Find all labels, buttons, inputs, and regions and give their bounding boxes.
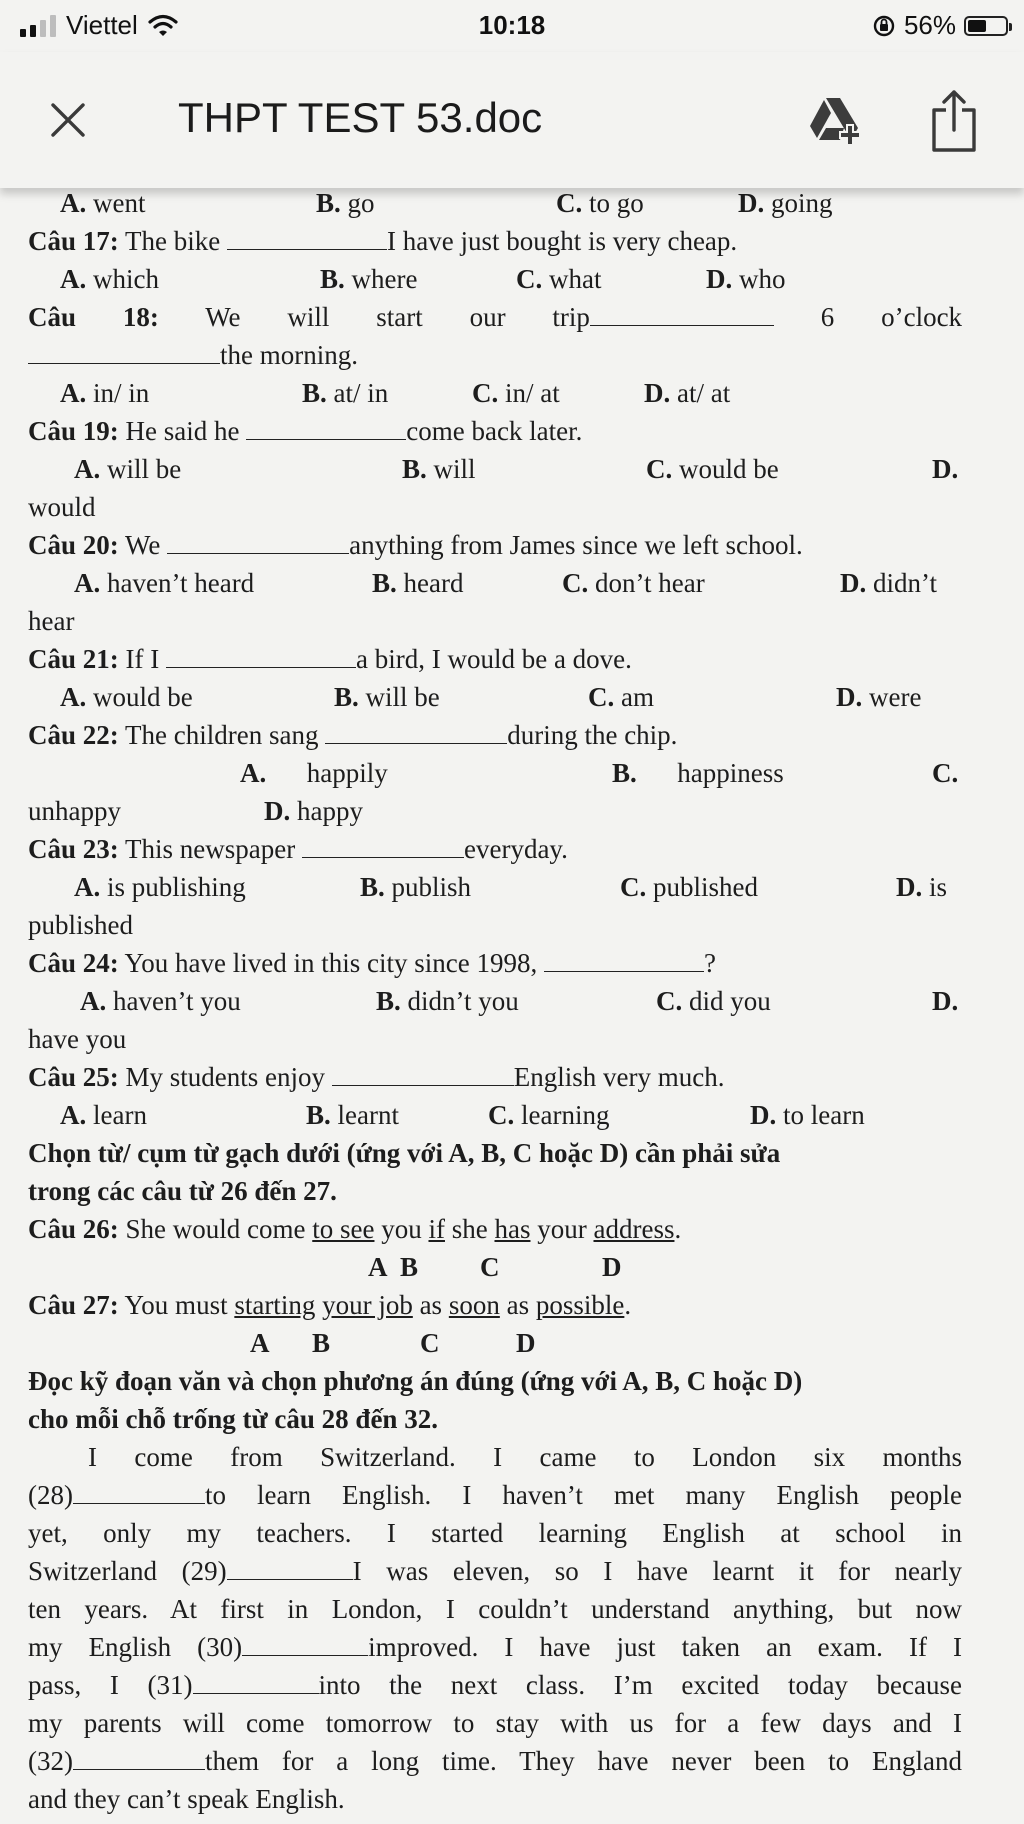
- q27-letter-a: A: [250, 1328, 270, 1358]
- q23-option-c: C. published: [620, 872, 758, 902]
- q26-letter-a: A: [368, 1252, 388, 1282]
- clock: 10:18: [478, 10, 546, 40]
- q20-stem: Câu 20: We anything from James since we left school.: [28, 526, 962, 564]
- drive-add-icon: [806, 92, 866, 152]
- passage-line-7: pass, I (31) into the next class. I’m excited today because: [28, 1666, 962, 1704]
- q22-option-a: A. happily: [240, 758, 388, 788]
- q16-option-c: C. to go: [556, 188, 644, 218]
- q24-option-d-cont: have you: [28, 1024, 127, 1054]
- status-right: [872, 10, 1008, 41]
- q18-option-a: A. in/ in: [60, 378, 150, 408]
- q20-options: [28, 564, 962, 602]
- passage-line-3: yet, only my teachers. I started learning English at school in: [28, 1518, 962, 1548]
- q17-options: [28, 260, 962, 298]
- q24-option-a: A. haven’t you: [80, 986, 241, 1016]
- q23-option-a: A. is publishing: [74, 872, 246, 902]
- battery-percent: 56%: [903, 10, 956, 40]
- q17-stem: Câu 17: The bike I have just bought is very cheap.: [28, 222, 962, 260]
- q23-option-d: D. is: [896, 872, 948, 902]
- q19-option-b: B. will: [402, 454, 476, 484]
- q21-options: [28, 678, 962, 716]
- q26-letter-b: B: [400, 1252, 419, 1282]
- q20-option-d: D. didn’t: [840, 568, 938, 598]
- q27-letter-b: B: [312, 1328, 331, 1358]
- q22-stem: Câu 22: The children sang during the chip.: [28, 716, 962, 754]
- q25-option-d: D. to learn: [750, 1100, 865, 1130]
- q24-option-b: B. didn’t you: [376, 986, 519, 1016]
- q23-stem: Câu 23: This newspaper everyday.: [28, 830, 962, 868]
- q20-option-d-cont: hear: [28, 606, 75, 636]
- q22-option-d: D. happy: [264, 796, 363, 826]
- q22-option-c-letter: C.: [932, 758, 959, 788]
- q19-option-d-cont: would: [28, 492, 96, 522]
- q21-option-c: C. am: [588, 682, 654, 712]
- q20-option-b: B. heard: [372, 568, 464, 598]
- q20-option-c: C. don’t hear: [562, 568, 705, 598]
- document-page[interactable]: [0, 188, 1024, 1824]
- q21-option-b: B. will be: [334, 682, 440, 712]
- q25-option-c: C. learning: [488, 1100, 610, 1130]
- q19-option-d-letter: D.: [932, 454, 959, 484]
- q17-option-d: D. who: [706, 264, 786, 294]
- q26-stem: Câu 26: She would come to see you if she has your address.: [28, 1214, 682, 1244]
- q17-option-b: B. where: [320, 264, 418, 294]
- document-title: THPT TEST 53.doc: [178, 94, 543, 141]
- q24-option-c: C. did you: [656, 986, 771, 1016]
- passage-line-8: my parents will come tomorrow to stay with us for a few days and I: [28, 1708, 962, 1738]
- passage-line-6: my English (30) improved. I have just taken an exam. If I: [28, 1628, 962, 1666]
- q27-letter-c: C: [420, 1328, 440, 1358]
- q23-options: [28, 868, 962, 906]
- q19-option-a: A. will be: [74, 454, 182, 484]
- close-icon: [50, 102, 86, 138]
- q17-option-c: C. what: [516, 264, 602, 294]
- q25-stem: Câu 25: My students enjoy English very much.: [28, 1058, 962, 1096]
- q18-options: [28, 374, 962, 412]
- q24-options: [28, 982, 962, 1020]
- q18-option-b: B. at/ in: [302, 378, 389, 408]
- q25-option-a: A. learn: [60, 1100, 147, 1130]
- status-bar: [0, 0, 1024, 52]
- passage-line-4: Switzerland (29) I was eleven, so I have learnt it for nearly: [28, 1552, 962, 1590]
- q27-stem: Câu 27: You must starting your job as soon as possible.: [28, 1290, 632, 1320]
- q24-option-d-letter: D.: [932, 986, 959, 1016]
- passage-line-5: ten years. At first in London, I couldn’t understand anything, but now: [28, 1594, 962, 1624]
- q18-option-c: C. in/ at: [472, 378, 560, 408]
- orientation-lock-icon: [872, 14, 896, 38]
- carrier-label: Viettel: [66, 10, 138, 40]
- passage-line-1: I come from Switzerland. I came to London six months: [88, 1442, 962, 1472]
- q22-option-c: unhappy: [28, 796, 121, 826]
- q25-option-b: B. learnt: [306, 1100, 399, 1130]
- q23-option-b: B. publish: [360, 872, 472, 902]
- q20-option-a: A. haven’t heard: [74, 568, 255, 598]
- q17-option-a: A. which: [60, 264, 159, 294]
- instruction-26-27-line2: trong các câu từ 26 đến 27.: [28, 1176, 337, 1206]
- q27-letters: [28, 1324, 962, 1362]
- q26-letter-d: D: [602, 1252, 622, 1282]
- q21-stem: Câu 21: If I a bird, I would be a dove.: [28, 640, 962, 678]
- passage-line-2: (28) to learn English. I haven’t met many English people: [28, 1476, 962, 1514]
- add-to-drive-button[interactable]: [806, 92, 866, 152]
- q19-stem: Câu 19: He said he come back later.: [28, 412, 962, 450]
- instruction-26-27-line1: Chọn từ/ cụm từ gạch dưới (ứng với A, B, C hoặc D) cần phải sửa: [28, 1138, 781, 1168]
- q25-options: [28, 1096, 962, 1134]
- q16-options: [28, 188, 962, 222]
- q21-option-a: A. would be: [60, 682, 193, 712]
- q22-options-cont: [28, 792, 962, 830]
- q19-options: [28, 450, 962, 488]
- close-button[interactable]: [40, 92, 96, 148]
- passage-line-10: and they can’t speak English.: [28, 1784, 345, 1814]
- share-button[interactable]: [926, 88, 982, 154]
- q26-letters: [28, 1248, 962, 1286]
- passage-line-9: (32) them for a long time. They have never been to England: [28, 1742, 962, 1780]
- q18-stem: Câu 18: We will start our trip 6 o’clock: [28, 298, 962, 336]
- q24-stem: Câu 24: You have lived in this city since 1998, ?: [28, 944, 962, 982]
- q23-option-d-cont: published: [28, 910, 133, 940]
- q16-option-a: A. went: [60, 188, 146, 218]
- q18-option-d: D. at/ at: [644, 378, 731, 408]
- q21-option-d: D. were: [836, 682, 922, 712]
- q16-option-d: D. going: [738, 188, 833, 218]
- instruction-28-32-line2: cho mỗi chỗ trống từ câu 28 đến 32.: [28, 1404, 438, 1434]
- battery-icon: [964, 16, 1008, 36]
- app-bar: [0, 52, 1024, 188]
- q18-stem-cont: the morning.: [28, 336, 962, 374]
- battery-fill: [968, 20, 986, 32]
- q19-option-c: C. would be: [646, 454, 779, 484]
- q22-options: [28, 754, 962, 792]
- q27-letter-d: D: [516, 1328, 536, 1358]
- share-icon: [926, 88, 982, 154]
- q22-option-b: B. happiness: [612, 758, 784, 788]
- q16-option-b: B. go: [316, 188, 375, 218]
- q26-letter-c: C: [480, 1252, 500, 1282]
- instruction-28-32-line1: Đọc kỹ đoạn văn và chọn phương án đúng (ứng với A, B, C hoặc D): [28, 1366, 803, 1396]
